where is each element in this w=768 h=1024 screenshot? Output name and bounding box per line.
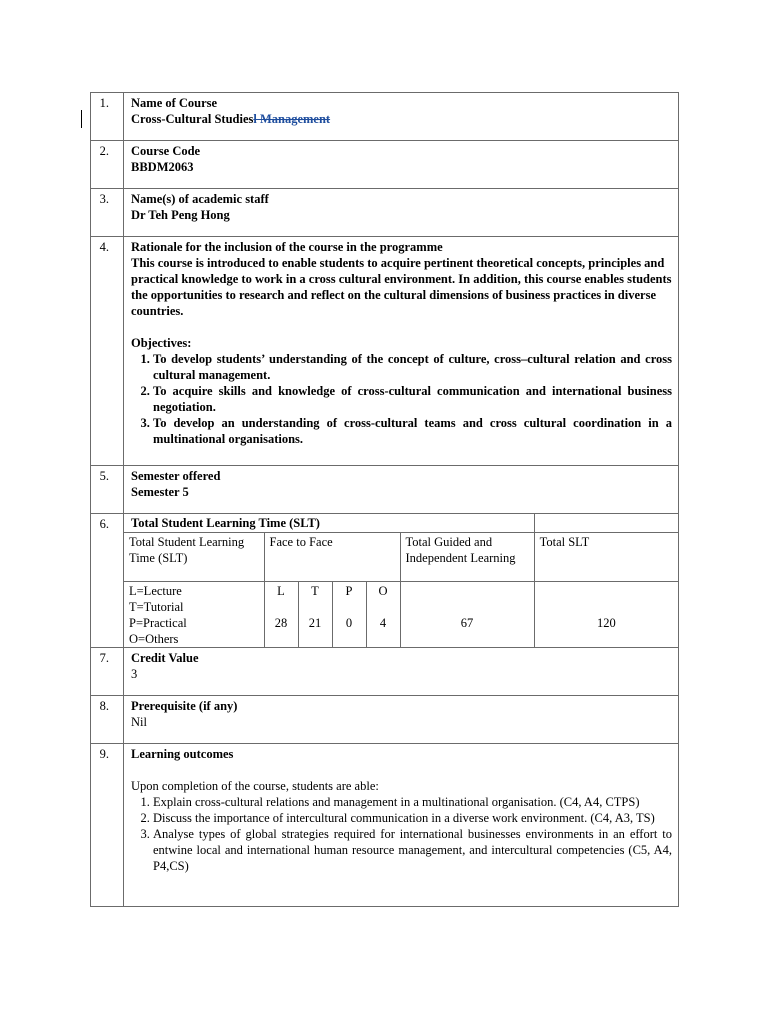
slt-legend: L=Lecture T=Tutorial P=Practical O=Others: [124, 581, 264, 647]
row-heading: Name of Course: [131, 96, 218, 110]
row-number: 2.: [91, 141, 124, 189]
course-info-table: [90, 92, 679, 907]
slt-heading: Total Student Learning Time (SLT): [124, 514, 534, 532]
outcomes-intro: Upon completion of the course, students are able:: [131, 778, 379, 793]
row-rationale: [91, 237, 679, 466]
course-code: BBDM2063: [131, 160, 194, 174]
row-prerequisite: [91, 695, 679, 743]
credit-value: 3: [131, 666, 138, 681]
row-semester: [91, 466, 679, 514]
row-credit-value: [91, 647, 679, 695]
f2f-cell-o: O 4: [366, 581, 400, 647]
row-heading: Semester offered: [131, 469, 221, 483]
row-number: 5.: [91, 466, 124, 514]
objectives-list: [131, 351, 672, 447]
row-heading: Learning outcomes: [131, 746, 234, 761]
row-number: 7.: [91, 647, 124, 695]
staff-name: Dr Teh Peng Hong: [131, 208, 230, 222]
text-cursor: [81, 110, 82, 128]
row-heading: Name(s) of academic staff: [131, 192, 269, 206]
row-number: 4.: [91, 237, 124, 466]
list-item: 1. Explain cross-cultural relations and management in a multinational organisation. (C4, A4, CTPS): [153, 794, 672, 810]
rationale-text: This course is introduced to enable students to acquire pertinent theoretical concepts, principles and practical knowledge to work in a cross cultural environment. In addition, this course enables students the opportunities to research and reflect on the cultural dimensions of business practices in diverse countries.: [131, 256, 672, 318]
slt-col-header: Total Student Learning Time (SLT): [124, 532, 264, 581]
total-col-header: Total SLT: [534, 532, 678, 581]
row-number: 8.: [91, 695, 124, 743]
row-academic-staff: [91, 189, 679, 237]
row-course-code: [91, 141, 679, 189]
guided-value: 67: [400, 581, 534, 647]
list-item: 1. To develop students’ understanding of the concept of culture, cross–cultural relation and cross cultural management.: [153, 351, 672, 383]
list-item: 3. To develop an understanding of cross-cultural teams and cross cultural coordination in a multinational organisations.: [153, 415, 672, 447]
f2f-cell-l: L 28: [264, 581, 298, 647]
list-item: 2. Discuss the importance of intercultural communication in a diverse work environment. (C4, A3, TS): [153, 810, 672, 826]
list-item: 2. To acquire skills and knowledge of cross-cultural communication and international business negotiation.: [153, 383, 672, 415]
row-heading: Course Code: [131, 144, 201, 158]
row-learning-outcomes: [91, 743, 679, 906]
f2f-cell-p: P 0: [332, 581, 366, 647]
semester-value: Semester 5: [131, 485, 189, 499]
total-value: 120: [534, 581, 678, 647]
row-number: 1.: [91, 93, 124, 141]
row-number: 3.: [91, 189, 124, 237]
f2f-cell-t: T 21: [298, 581, 332, 647]
row-heading: Prerequisite (if any): [131, 698, 238, 713]
row-heading: Credit Value: [131, 650, 199, 665]
row-number: 9.: [91, 743, 124, 906]
row-heading: Rationale for the inclusion of the course in the programme: [131, 240, 443, 254]
course-name: Cross-Cultural Studies: [131, 112, 254, 126]
row-slt: [91, 514, 679, 648]
slt-table: [124, 514, 678, 647]
guided-col-header: Total Guided and Independent Learning: [400, 532, 534, 581]
row-number: 6.: [91, 514, 124, 648]
deleted-text: l Management: [253, 112, 331, 126]
f2f-col-header: Face to Face: [264, 532, 400, 581]
objectives-heading: Objectives:: [131, 336, 192, 350]
row-name-of-course: [91, 93, 679, 141]
prerequisite-value: Nil: [131, 714, 147, 729]
list-item: 3. Analyse types of global strategies required for international businesses environments in an effort to entwine local and international human resource management, and intercultural competencies (C5, A4, P4,CS): [153, 826, 672, 874]
outcomes-list: [131, 794, 672, 874]
